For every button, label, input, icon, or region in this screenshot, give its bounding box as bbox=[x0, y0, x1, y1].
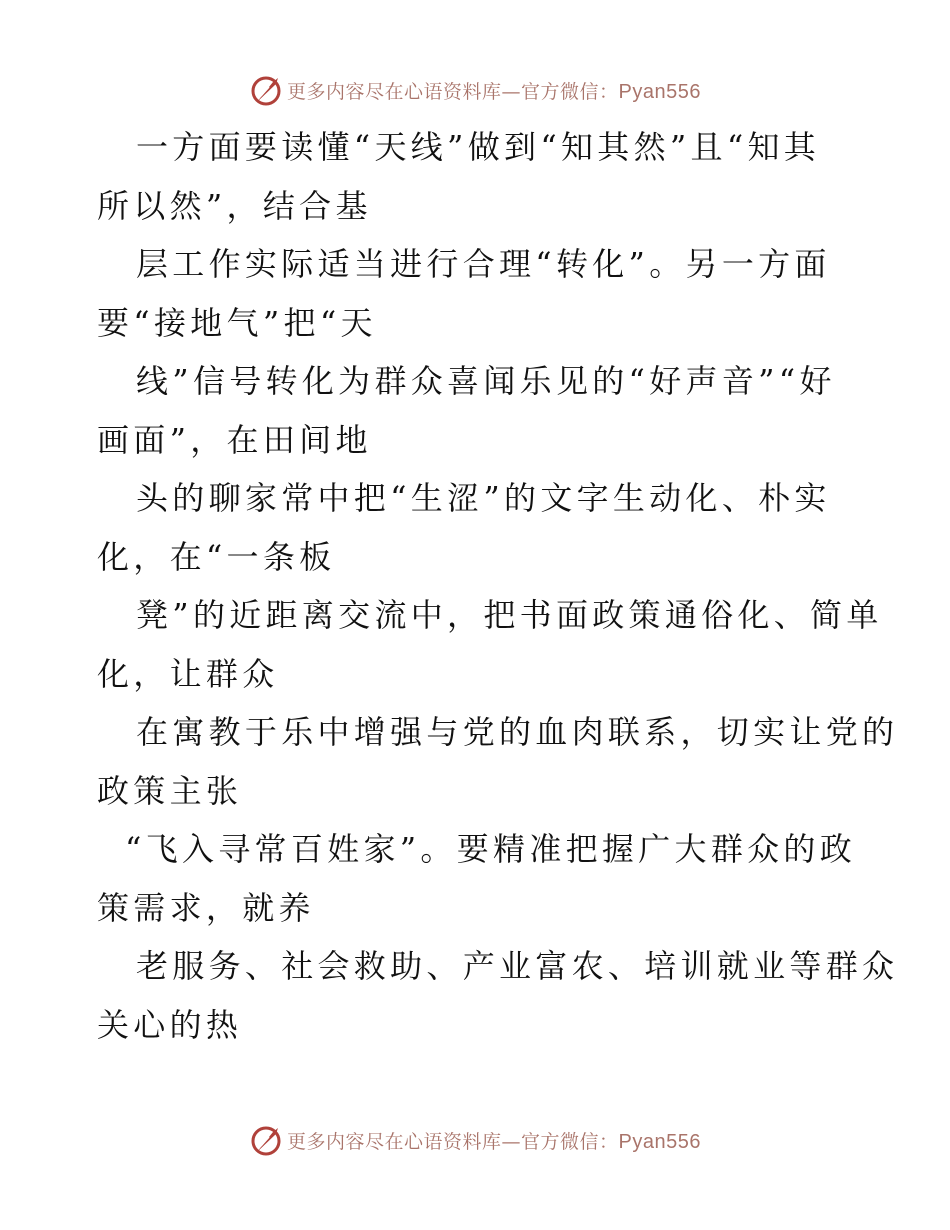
text-line: 关心的热 bbox=[97, 1005, 243, 1044]
text-line: 化，在“一条板 bbox=[97, 537, 336, 576]
text-line: 政策主张 bbox=[97, 771, 243, 810]
text-line: 头的聊家常中把“生涩”的文字生动化、朴实 bbox=[136, 479, 831, 517]
text-line: 层工作实际适当进行合理“转化”。另一方面 bbox=[136, 245, 831, 283]
text-line: 策需求，就养 bbox=[97, 888, 315, 927]
watermark-wechat-id: Pyan556 bbox=[618, 1130, 701, 1153]
text-line: 画面”，在田间地 bbox=[97, 420, 372, 459]
watermark-text: 更多内容尽在心语资料库—官方微信：Pyan556 bbox=[287, 80, 701, 103]
text-line: 要“接地气”把“天 bbox=[97, 303, 377, 342]
text-line: “飞入寻常百姓家”。要精准把握广大群众的政 bbox=[125, 830, 857, 868]
watermark-wechat-id: Pyan556 bbox=[618, 80, 701, 103]
text-line: 线”信号转化为群众喜闻乐见的“好声音”“好 bbox=[136, 362, 836, 400]
footer-watermark bbox=[0, 1120, 950, 1160]
text-line: 一方面要读懂“天线”做到“知其然”且“知其 bbox=[136, 128, 821, 166]
watermark-text: 更多内容尽在心语资料库—官方微信：Pyan556 bbox=[287, 1130, 701, 1153]
text-line: 凳”的近距离交流中，把书面政策通俗化、简单 bbox=[136, 596, 883, 634]
quill-pen-logo-icon bbox=[249, 1122, 285, 1158]
text-line: 化，让群众 bbox=[97, 654, 279, 693]
header-watermark bbox=[0, 70, 950, 110]
document-body bbox=[97, 118, 899, 1054]
text-line: 在寓教于乐中增强与党的血肉联系，切实让党的 bbox=[136, 713, 899, 751]
quill-pen-logo-icon bbox=[249, 72, 285, 108]
text-line: 所以然”，结合基 bbox=[97, 186, 372, 225]
text-line: 老服务、社会救助、产业富农、培训就业等群众 bbox=[136, 947, 899, 985]
